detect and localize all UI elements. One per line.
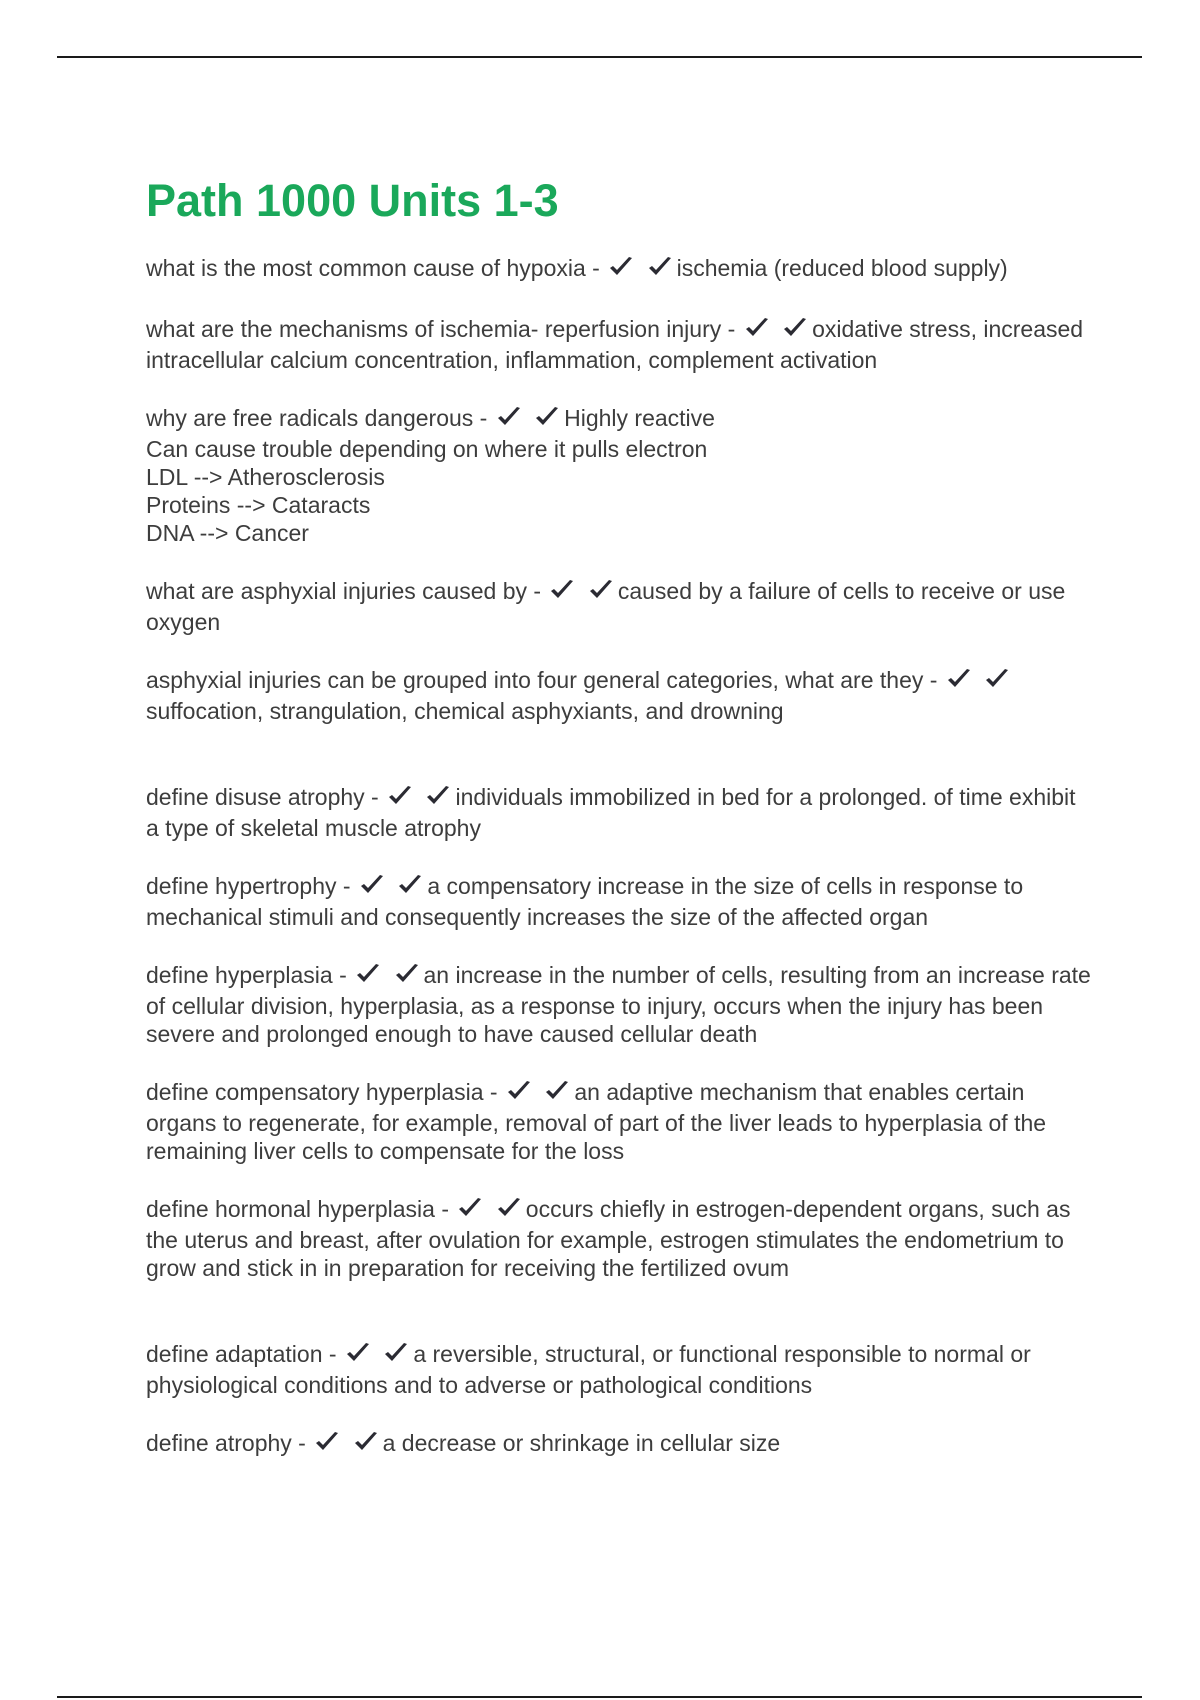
double-checkmark-icon bbox=[946, 667, 1012, 697]
double-checkmark-icon bbox=[506, 1079, 572, 1109]
qa-entry bbox=[146, 1340, 1091, 1399]
top-rule bbox=[57, 56, 1142, 58]
question-text: define compensatory hyperplasia - bbox=[146, 1079, 498, 1105]
answer-text: a compensatory increase in the size of cells in response to mechanical stimuli and consequently increases the size of the affected organ bbox=[146, 873, 1024, 930]
question-text: what are the mechanisms of ischemia- reperfusion injury - bbox=[146, 316, 736, 342]
qa-entry bbox=[146, 783, 1091, 842]
double-checkmark-icon bbox=[314, 1430, 380, 1460]
answer-text: suffocation, strangulation, chemical asphyxiants, and drowning bbox=[146, 698, 784, 724]
question-text: what is the most common cause of hypoxia - bbox=[146, 255, 600, 281]
question-text: what are asphyxial injuries caused by - bbox=[146, 578, 542, 604]
qa-entry bbox=[146, 315, 1091, 374]
answer-text: Proteins --> Cataracts bbox=[146, 492, 371, 518]
question-text: why are free radicals dangerous - bbox=[146, 405, 488, 431]
question-text: define hyperplasia - bbox=[146, 962, 347, 988]
question-text: define hormonal hyperplasia - bbox=[146, 1196, 450, 1222]
question-text: define adaptation - bbox=[146, 1341, 337, 1367]
answer-text: oxidative stress, increased intracellular calcium concentration, inflammation, complement activation bbox=[146, 316, 1084, 373]
double-checkmark-icon bbox=[345, 1341, 411, 1371]
answer-text: DNA --> Cancer bbox=[146, 520, 309, 546]
answer-text: Can cause trouble depending on where it pulls electron bbox=[146, 436, 708, 462]
double-checkmark-icon bbox=[355, 962, 421, 992]
question-text: asphyxial injuries can be grouped into four general categories, what are they - bbox=[146, 667, 938, 693]
question-text: define atrophy - bbox=[146, 1430, 306, 1456]
qa-list bbox=[146, 254, 1091, 1460]
double-checkmark-icon bbox=[608, 255, 674, 285]
qa-entry bbox=[146, 1078, 1091, 1165]
double-checkmark-icon bbox=[744, 316, 810, 346]
double-checkmark-icon bbox=[359, 873, 425, 903]
question-text: define disuse atrophy - bbox=[146, 784, 379, 810]
double-checkmark-icon bbox=[457, 1196, 523, 1226]
qa-entry bbox=[146, 872, 1091, 931]
double-checkmark-icon bbox=[387, 784, 453, 814]
document-title: Path 1000 Units 1-3 bbox=[146, 175, 559, 226]
answer-text: caused by a failure of cells to receive or use oxygen bbox=[146, 578, 1066, 635]
qa-entry bbox=[146, 577, 1091, 636]
answer-text: a reversible, structural, or functional responsible to normal or physiological conditions and to adverse or pathological conditions bbox=[146, 1341, 1031, 1398]
qa-entry bbox=[146, 961, 1091, 1048]
qa-entry bbox=[146, 254, 1091, 285]
answer-text: occurs chiefly in estrogen-dependent organs, such as the uterus and breast, after ovulation for example, estrogen stimulates the endometrium to grow and stick in in preparation for receiving the fertilized ovum bbox=[146, 1196, 1071, 1281]
answer-text: a decrease or shrinkage in cellular size bbox=[382, 1430, 781, 1456]
answer-text: an increase in the number of cells, resulting from an increase rate of cellular division, hyperplasia, as a response to injury, occurs when the injury has been severe and prolonged enough to have caused cellular death bbox=[146, 962, 1091, 1047]
answer-text: an adaptive mechanism that enables certain organs to regenerate, for example, removal of part of the liver leads to hyperplasia of the remaining liver cells to compensate for the loss bbox=[146, 1079, 1047, 1164]
answer-text: ischemia (reduced blood supply) bbox=[676, 255, 1008, 281]
double-checkmark-icon bbox=[549, 578, 615, 608]
answer-text: individuals immobilized in bed for a prolonged. of time exhibit a type of skeletal muscle atrophy bbox=[146, 784, 1076, 841]
qa-entry bbox=[146, 1429, 1091, 1460]
document-body bbox=[146, 170, 1091, 1490]
answer-text: Highly reactive bbox=[564, 405, 715, 431]
answer-text: LDL --> Atherosclerosis bbox=[146, 464, 385, 490]
bottom-rule bbox=[57, 1696, 1142, 1698]
question-text: define hypertrophy - bbox=[146, 873, 351, 899]
qa-entry bbox=[146, 1195, 1091, 1282]
qa-entry bbox=[146, 666, 1091, 725]
double-checkmark-icon bbox=[496, 405, 562, 435]
qa-entry bbox=[146, 404, 1091, 547]
